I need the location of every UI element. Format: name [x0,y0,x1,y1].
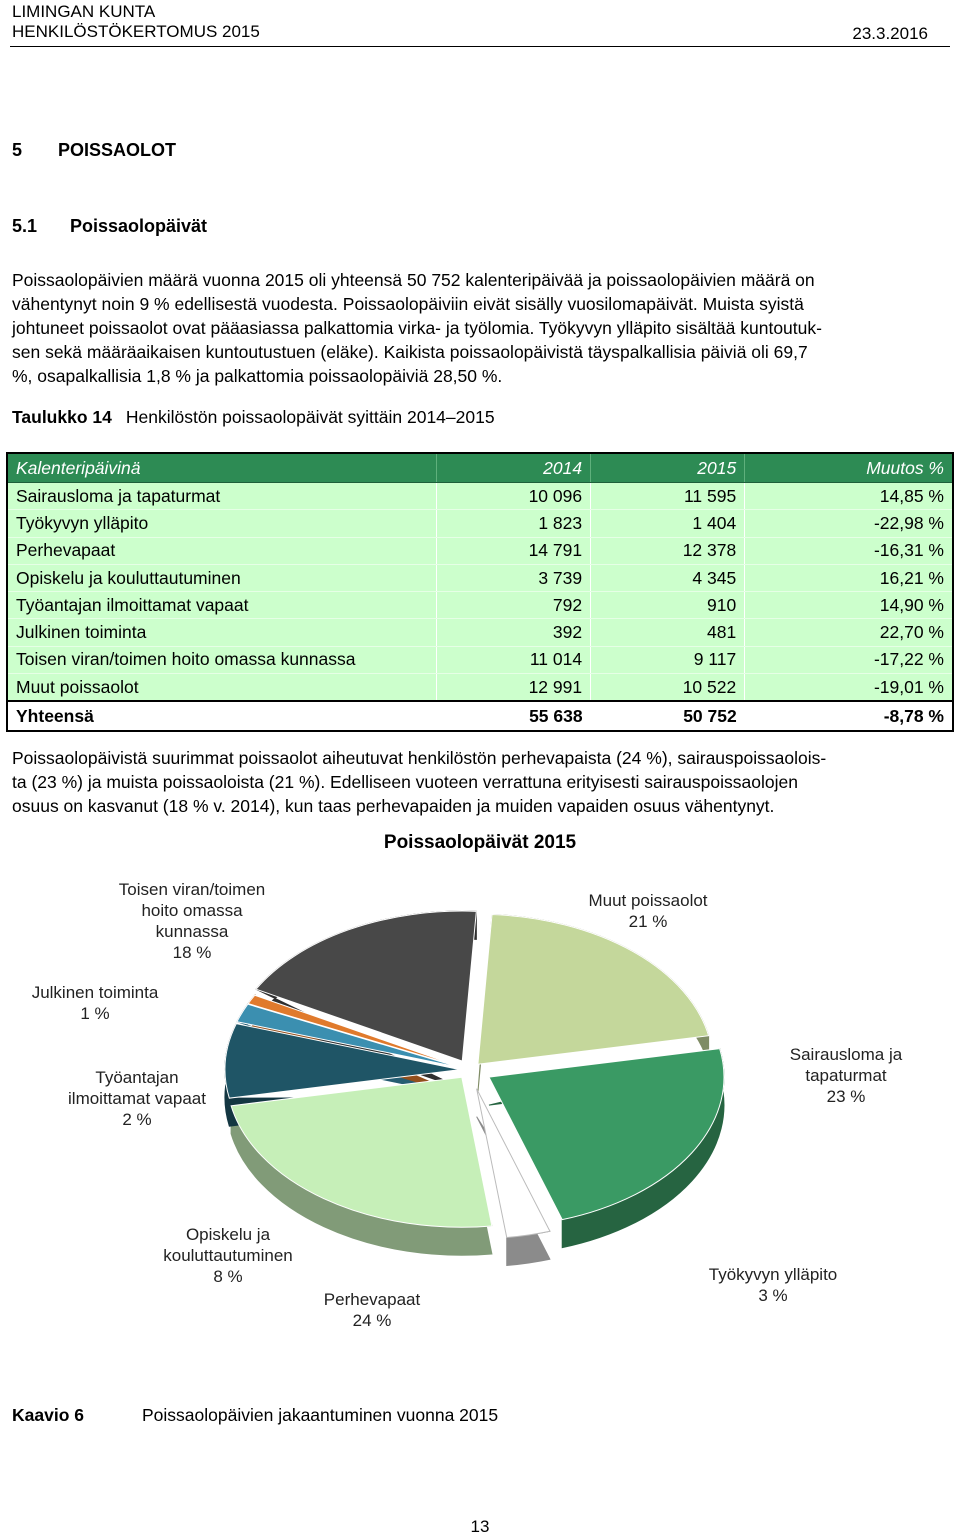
figure-caption-label: Kaavio 6 [12,1405,84,1425]
pie-slice-label [119,880,265,962]
subsection-title: Poissaolopäivät [70,216,208,236]
table-row [7,619,953,646]
table-caption-text: Henkilöstön poissaolopäivät syittäin 2014–2015 [125,407,495,427]
table-cell: 50 752 [591,701,745,731]
table-caption [12,406,495,428]
analysis-paragraph [12,746,946,818]
pie-slice-label [163,1225,292,1286]
pie-chart [0,820,960,1380]
column-header: 2014 [437,453,591,483]
table-cell: 55 638 [437,701,591,731]
table-cell: Perhevapaat [7,537,437,564]
pie-slice-label-line: 21 % [628,912,668,931]
table-cell: 910 [591,592,745,619]
pie-slice-label-line: Perhevapaat [323,1290,421,1309]
pie-slice-label-line: 18 % [172,943,212,962]
table-row [7,510,953,537]
table-cell: 12 991 [437,674,591,702]
pie-slice-label-line: 2 % [122,1110,152,1129]
table-cell: 10 522 [591,674,745,702]
pie-slice-label [32,983,159,1023]
table-cell: 1 404 [591,510,745,537]
table-cell: -19,01 % [745,674,953,702]
pie-slice-label-line: Työkyvyn ylläpito [708,1265,838,1284]
table-row [7,564,953,591]
pie-slice-label-line: 8 % [213,1267,243,1286]
table-cell: 14 791 [437,537,591,564]
table-row [7,646,953,673]
intro-paragraph [12,268,946,388]
table-cell: -17,22 % [745,646,953,673]
table-row [7,592,953,619]
table-cell: 14,85 % [745,483,953,510]
table-header-row [7,453,953,483]
table-cell: Sairausloma ja tapaturmat [7,483,437,510]
table-caption-label: Taulukko 14 [12,407,112,427]
table-cell: 392 [437,619,591,646]
paragraph-line: sen sekä määräaikaisen kuntoutustuen (eläke). Kaikista poissaolopäivistä täyspalkallisia päiviä oli 69,7 [12,342,808,362]
chart-title: Poissaolopäivät 2015 [383,832,577,853]
table-cell: 22,70 % [745,619,953,646]
subsection-number: 5.1 [12,216,38,236]
pie-slice-label-line: tapaturmat [805,1066,887,1085]
column-header: 2015 [591,453,745,483]
table-cell: -22,98 % [745,510,953,537]
page-number: 13 [470,1517,490,1536]
pie-slice-label-line: 23 % [826,1087,866,1106]
table-cell: 1 823 [437,510,591,537]
pie-slice-label [790,1045,903,1106]
header-org: LIMINGAN KUNTA [12,2,156,21]
pie-slice-label [68,1068,206,1129]
table-cell: 16,21 % [745,564,953,591]
header-report-title: HENKILÖSTÖKERTOMUS 2015 [12,22,260,41]
table-cell: 11 014 [437,646,591,673]
pie-slice-label-line: hoito omassa [141,901,243,920]
pie-slice-label-line: Muut poissaolot [588,891,708,910]
pie-slice-label-line: Opiskelu ja [185,1225,271,1244]
table-cell: 11 595 [591,483,745,510]
table-row [7,537,953,564]
figure-caption-text: Poissaolopäivien jakaantuminen vuonna 2015 [142,1405,499,1425]
pie-slice-label [324,1290,421,1330]
header-divider [10,46,950,47]
pie-slice-label-line: Toisen viran/toimen [118,880,266,899]
figure-caption [12,1404,498,1426]
table-row [7,674,953,702]
pie-slice-label-line: 1 % [80,1004,110,1023]
table-cell: Muut poissaolot [7,674,437,702]
table-cell: Julkinen toiminta [7,619,437,646]
subsection-heading [12,216,207,237]
table-cell: -8,78 % [745,701,953,731]
paragraph-line: ta (23 %) ja muista poissaoloista (21 %). Edelliseen vuoteen verrattuna erityisesti sairauspoissaolojen [12,772,798,792]
table-cell: Yhteensä [7,701,437,731]
pie-slice-label-line: kunnassa [155,922,229,941]
table-cell: 481 [591,619,745,646]
table-cell: Opiskelu ja kouluttautuminen [7,564,437,591]
table-cell: 9 117 [591,646,745,673]
table-cell: 3 739 [437,564,591,591]
table-cell: -16,31 % [745,537,953,564]
column-header: Muutos % [745,453,953,483]
pie-slice-label-line: 3 % [758,1286,788,1305]
pie-slice-label [709,1265,838,1305]
table-row [7,483,953,510]
section-heading [12,140,176,161]
section-title: POISSAOLOT [58,140,177,160]
table-cell: Työkyvyn ylläpito [7,510,437,537]
table-cell: 4 345 [591,564,745,591]
header-date: 23.3.2016 [852,24,928,43]
section-number: 5 [12,140,23,160]
pie-slice [478,915,709,1065]
table-cell: 10 096 [437,483,591,510]
pie-slice-label-line: Työantajan [95,1068,179,1087]
paragraph-line: Poissaolopäivistä suurimmat poissaolot aiheutuvat henkilöstön perhevapaista (24 %), sairauspoissaolois- [12,748,827,768]
table-cell: 14,90 % [745,592,953,619]
pie-slice-label-line: kouluttautuminen [163,1246,293,1265]
pie-chart-canvas [0,820,960,1380]
column-header: Kalenteripäivinä [7,453,437,483]
table-cell: Toisen viran/toimen hoito omassa kunnassa [7,646,437,673]
paragraph-line: osuus on kasvanut (18 % v. 2014), kun taas perhevapaiden ja muiden vapaiden osuus vähentynyt. [12,796,775,816]
pie-slice-label-line: Julkinen toiminta [31,983,159,1002]
pie-slice-label-line: Sairausloma ja [789,1045,903,1064]
paragraph-line: %, osapalkallisia 1,8 % ja palkattomia poissaolopäiviä 28,50 %. [12,366,503,386]
table-cell: Työantajan ilmoittamat vapaat [7,592,437,619]
pie-slice-label-line: ilmoittamat vapaat [68,1089,206,1108]
table-cell: 792 [437,592,591,619]
absence-table [6,452,954,732]
paragraph-line: johtuneet poissaolot ovat pääasiassa palkattomia virka- ja työlomia. Työkyvyn ylläpito sisältää kuntoutuk- [12,318,822,338]
pie-slice-label [588,891,707,931]
table-cell: 12 378 [591,537,745,564]
paragraph-line: vähentynyt noin 9 % edellisestä vuodesta. Poissaolopäiviin eivät sisälly vuosilomapäivät. Muista syistä [12,294,804,314]
table-total-row [7,701,953,731]
paragraph-line: Poissaolopäivien määrä vuonna 2015 oli yhteensä 50 752 kalenteripäivää ja poissaolopäivien määrä on [12,270,815,290]
pie-slice-label-line: 24 % [352,1311,392,1330]
